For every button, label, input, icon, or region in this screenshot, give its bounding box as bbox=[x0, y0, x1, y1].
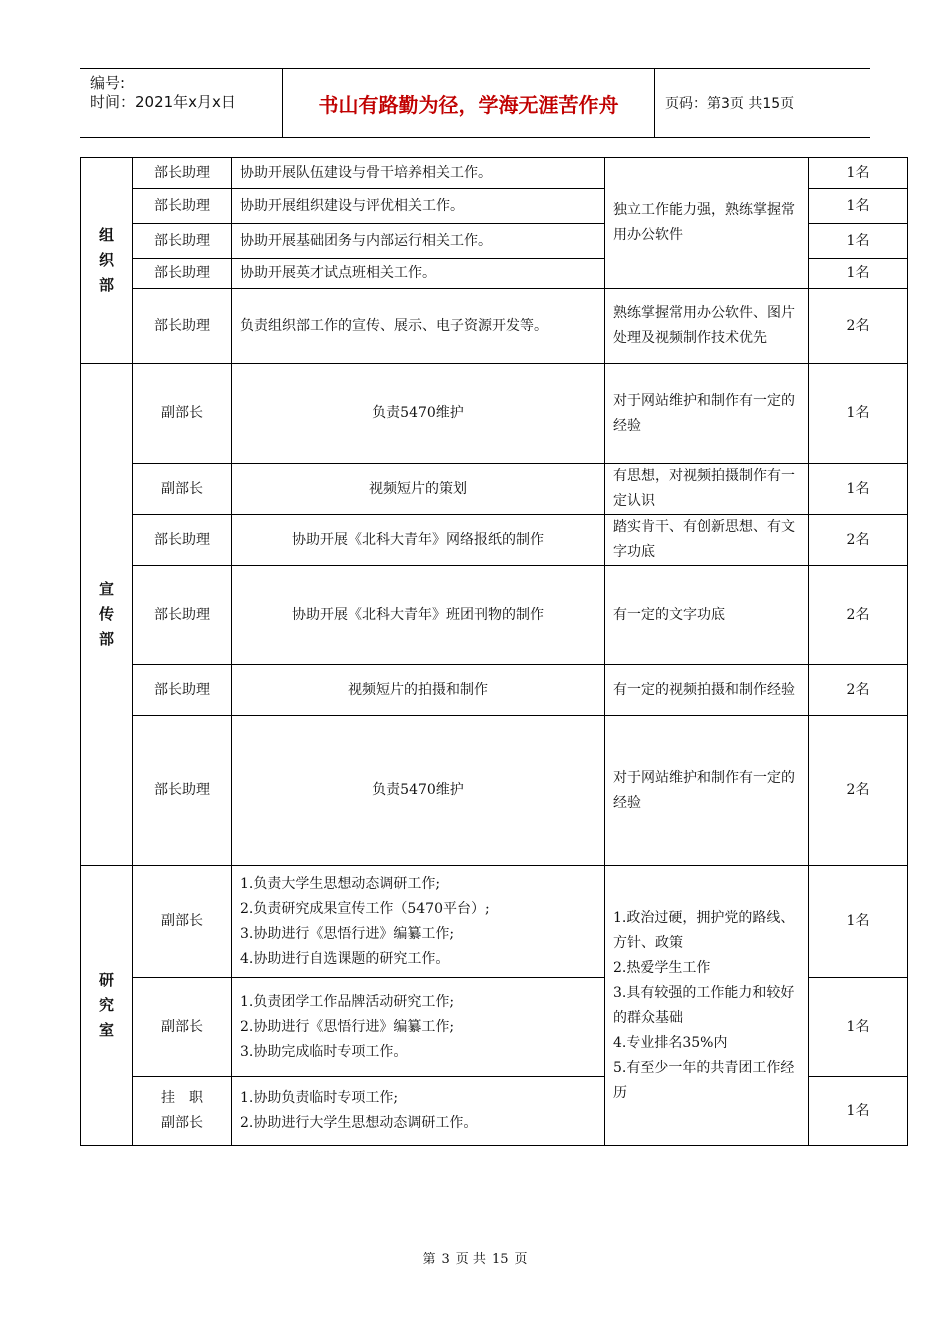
count-cell: 1名 bbox=[809, 464, 908, 515]
position-cell: 副部长 bbox=[133, 464, 232, 515]
duty-cell: 负责组织部工作的宣传、展示、电子资源开发等。 bbox=[232, 289, 605, 364]
requirement-cell bbox=[605, 866, 809, 1146]
table-row bbox=[81, 289, 908, 364]
motto: 书山有路勤为径，学海无涯苦作舟 bbox=[318, 92, 619, 117]
requirement-cell: 独立工作能力强，熟练掌握常用办公软件 bbox=[605, 158, 809, 289]
requirement-line: 2.热爱学生工作 bbox=[613, 959, 711, 976]
position-cell: 部长助理 bbox=[133, 224, 232, 259]
time-text: 时间：2021年x月x日 bbox=[90, 93, 236, 111]
table-row bbox=[81, 158, 908, 189]
header-meta-cell bbox=[80, 69, 283, 137]
requirement-cell: 有一定的文字功底 bbox=[605, 566, 809, 665]
duty-cell: 负责5470维护 bbox=[232, 364, 605, 464]
count-cell: 1名 bbox=[809, 866, 908, 978]
duty-line: 3.协助完成临时专项工作。 bbox=[240, 1043, 408, 1060]
position-cell: 部长助理 bbox=[133, 716, 232, 866]
page-footer bbox=[0, 1248, 950, 1267]
table-row bbox=[81, 716, 908, 866]
duty-cell: 协助开展基础团务与内部运行相关工作。 bbox=[232, 224, 605, 259]
table-row bbox=[81, 866, 908, 978]
position-cell bbox=[133, 1077, 232, 1146]
duty-cell: 视频短片的策划 bbox=[232, 464, 605, 515]
dept-char: 部 bbox=[98, 276, 114, 294]
position-line: 挂 职 bbox=[161, 1090, 203, 1106]
duty-cell bbox=[232, 1077, 605, 1146]
footer-prefix: 第 bbox=[422, 1252, 436, 1267]
position-cell: 副部长 bbox=[133, 364, 232, 464]
dept-char: 部 bbox=[98, 630, 114, 648]
duty-line: 4.协助进行自选课题的研究工作。 bbox=[240, 950, 450, 967]
count-cell: 2名 bbox=[809, 289, 908, 364]
requirement-line: 3.具有较强的工作能力和较好的群众基础 bbox=[613, 984, 795, 1026]
table-row bbox=[81, 665, 908, 716]
dept-organization bbox=[81, 158, 133, 364]
duty-cell: 负责5470维护 bbox=[232, 716, 605, 866]
count-cell: 2名 bbox=[809, 716, 908, 866]
duty-line: 1.协助负责临时专项工作; bbox=[240, 1090, 399, 1106]
duty-cell bbox=[232, 866, 605, 978]
position-line: 副部长 bbox=[161, 1115, 203, 1131]
dept-char: 研 bbox=[98, 971, 114, 989]
count-cell: 1名 bbox=[809, 189, 908, 224]
duty-line: 1.负责团学工作品牌活动研究工作; bbox=[240, 993, 455, 1010]
position-cell: 部长助理 bbox=[133, 289, 232, 364]
dept-research bbox=[81, 866, 133, 1146]
requirement-cell: 对于网站维护和制作有一定的经验 bbox=[605, 716, 809, 866]
header-motto-cell bbox=[283, 69, 655, 137]
duty-cell: 协助开展组织建设与评优相关工作。 bbox=[232, 189, 605, 224]
position-cell: 副部长 bbox=[133, 978, 232, 1077]
position-cell: 部长助理 bbox=[133, 665, 232, 716]
requirement-cell: 对于网站维护和制作有一定的经验 bbox=[605, 364, 809, 464]
count-cell: 1名 bbox=[809, 978, 908, 1077]
table-row bbox=[81, 566, 908, 665]
position-cell: 副部长 bbox=[133, 866, 232, 978]
duty-cell: 协助开展队伍建设与骨干培养相关工作。 bbox=[232, 158, 605, 189]
footer-total: 15 bbox=[491, 1252, 509, 1267]
duty-line: 2.协助进行《思悟行进》编纂工作; bbox=[240, 1018, 455, 1035]
requirement-cell: 有思想，对视频拍摄制作有一定认识 bbox=[605, 464, 809, 515]
position-cell: 部长助理 bbox=[133, 259, 232, 289]
table-row bbox=[81, 515, 908, 566]
count-cell: 1名 bbox=[809, 364, 908, 464]
duty-cell bbox=[232, 978, 605, 1077]
count-cell: 1名 bbox=[809, 259, 908, 289]
dept-publicity bbox=[81, 364, 133, 866]
position-cell: 部长助理 bbox=[133, 515, 232, 566]
position-cell: 部长助理 bbox=[133, 566, 232, 665]
table-row bbox=[81, 464, 908, 515]
requirement-cell: 有一定的视频拍摄和制作经验 bbox=[605, 665, 809, 716]
footer-middle: 页 共 bbox=[455, 1252, 486, 1267]
dept-char: 织 bbox=[98, 251, 114, 269]
count-cell: 2名 bbox=[809, 665, 908, 716]
requirement-cell: 熟练掌握常用办公软件、图片处理及视频制作技术优先 bbox=[605, 289, 809, 364]
dept-char: 宣 bbox=[98, 580, 114, 598]
dept-char: 组 bbox=[98, 226, 114, 244]
header-page-cell bbox=[655, 69, 870, 137]
count-cell: 2名 bbox=[809, 515, 908, 566]
requirement-line: 1.政治过硬，拥护党的路线、方针、政策 bbox=[613, 909, 795, 951]
duty-line: 3.协助进行《思悟行进》编纂工作; bbox=[240, 925, 455, 942]
requirement-line: 5.有至少一年的共青团工作经历 bbox=[613, 1059, 795, 1101]
recruitment-table bbox=[80, 157, 908, 1146]
count-cell: 1名 bbox=[809, 224, 908, 259]
count-cell: 1名 bbox=[809, 1077, 908, 1146]
page-info: 页码：第3页 共15页 bbox=[665, 96, 795, 112]
requirement-line: 4.专业排名35%内 bbox=[613, 1034, 728, 1051]
table-row bbox=[81, 364, 908, 464]
duty-line: 2.协助进行大学生思想动态调研工作。 bbox=[240, 1115, 478, 1131]
footer-suffix: 页 bbox=[514, 1252, 528, 1267]
duty-cell: 协助开展《北科大青年》班团刊物的制作 bbox=[232, 566, 605, 665]
serial-label: 编号: bbox=[90, 74, 126, 92]
position-cell: 部长助理 bbox=[133, 189, 232, 224]
duty-cell: 协助开展英才试点班相关工作。 bbox=[232, 259, 605, 289]
page-header bbox=[80, 68, 870, 138]
count-cell: 2名 bbox=[809, 566, 908, 665]
dept-char: 究 bbox=[98, 996, 114, 1014]
dept-char: 室 bbox=[98, 1021, 114, 1039]
duty-cell: 协助开展《北科大青年》网络报纸的制作 bbox=[232, 515, 605, 566]
duty-line: 1.负责大学生思想动态调研工作; bbox=[240, 875, 441, 892]
duty-cell: 视频短片的拍摄和制作 bbox=[232, 665, 605, 716]
count-cell: 1名 bbox=[809, 158, 908, 189]
dept-char: 传 bbox=[98, 605, 114, 623]
requirement-cell: 踏实肯干、有创新思想、有文字功底 bbox=[605, 515, 809, 566]
duty-line: 2.负责研究成果宣传工作（5470平台）; bbox=[240, 900, 490, 917]
footer-page: 3 bbox=[441, 1252, 450, 1267]
position-cell: 部长助理 bbox=[133, 158, 232, 189]
